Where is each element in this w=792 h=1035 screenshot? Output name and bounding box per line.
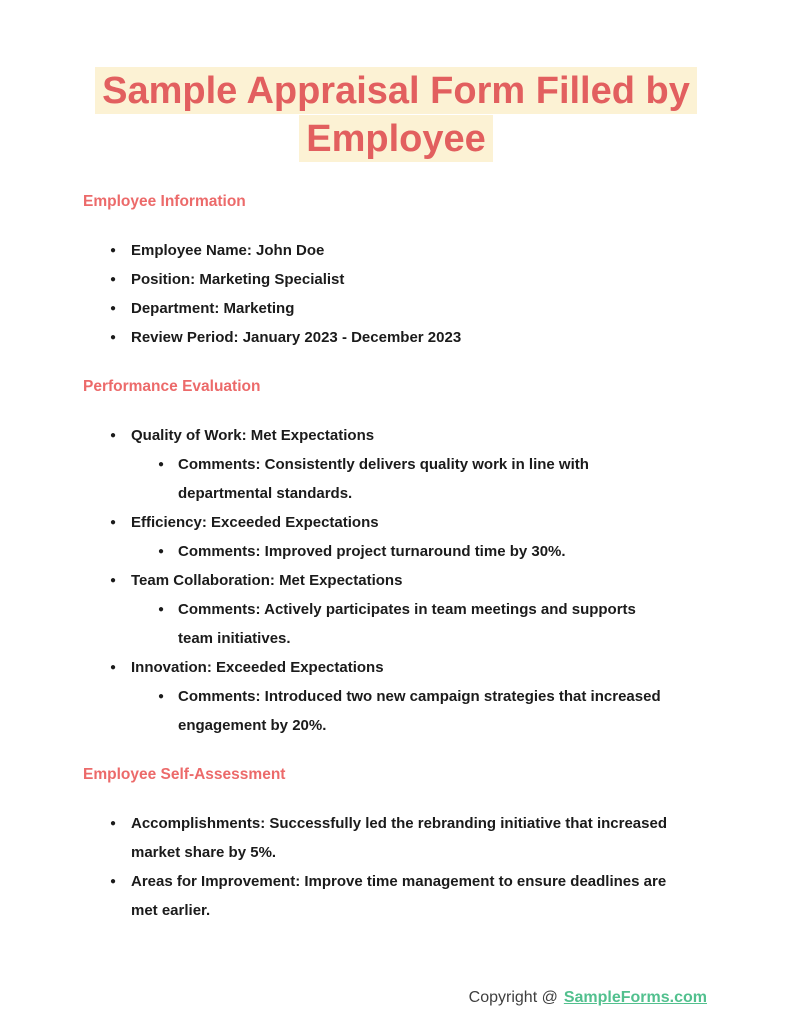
list-item — [83, 653, 709, 682]
section-heading: Performance Evaluation — [83, 378, 261, 395]
section-performance-evaluation — [83, 378, 709, 740]
list-item-text: Department: Marketing — [131, 300, 295, 317]
copyright-text: Copyright @ — [468, 989, 558, 1006]
page-title-line — [83, 115, 709, 163]
bullet-icon: ● — [158, 459, 165, 470]
page-title-line — [83, 67, 709, 115]
bullet-icon: ● — [110, 332, 117, 343]
list-item-text: engagement by 20%. — [178, 717, 327, 734]
list-item — [83, 508, 709, 537]
list-item-text: Quality of Work: Met Expectations — [131, 427, 375, 444]
bullet-icon: ● — [110, 430, 117, 441]
list-item-text: Team Collaboration: Met Expectations — [131, 572, 403, 589]
bullet-icon: ● — [158, 546, 165, 557]
list-item-text: Accomplishments: Successfully led the rebranding initiative that increased — [131, 815, 667, 832]
footer-link[interactable]: SampleForms.com — [563, 989, 707, 1006]
bullet-icon: ● — [110, 303, 117, 314]
list-item — [83, 421, 709, 450]
list-sub-item — [83, 537, 709, 566]
section-heading: Employee Information — [83, 193, 246, 210]
page-title — [83, 67, 709, 163]
bullet-icon: ● — [110, 818, 117, 829]
list-item — [83, 867, 709, 925]
list-item — [83, 566, 709, 595]
list-item — [83, 265, 709, 294]
section-employee-information — [83, 193, 709, 352]
section-heading: Employee Self-Assessment — [83, 766, 286, 783]
bullet-icon: ● — [110, 245, 117, 256]
bullet-icon: ● — [158, 604, 165, 615]
bullet-icon: ● — [110, 662, 117, 673]
list-item-text: team initiatives. — [178, 630, 291, 647]
section-employee-self-assessment — [83, 766, 709, 925]
list-item — [83, 323, 709, 352]
list-item-text: Employee Name: John Doe — [131, 242, 325, 259]
page-title-text: Employee — [299, 115, 493, 162]
bullet-icon: ● — [158, 691, 165, 702]
bullet-list — [83, 809, 709, 925]
list-item-text: Position: Marketing Specialist — [131, 271, 345, 288]
list-item — [83, 809, 709, 867]
bullet-icon: ● — [110, 274, 117, 285]
list-sub-item — [83, 682, 709, 740]
list-item-text: met earlier. — [131, 902, 211, 919]
bullet-icon: ● — [110, 575, 117, 586]
list-item-text: Innovation: Exceeded Expectations — [131, 659, 384, 676]
bullet-icon: ● — [110, 517, 117, 528]
list-item-text: Comments: Actively participates in team meetings and supports — [178, 601, 636, 618]
list-item-text: departmental standards. — [178, 485, 353, 502]
list-item-text: Review Period: January 2023 - December 2023 — [131, 329, 462, 346]
page-title-text: Sample Appraisal Form Filled by — [95, 67, 697, 114]
footer — [469, 988, 707, 1008]
list-item — [83, 236, 709, 265]
list-item-text: Comments: Introduced two new campaign strategies that increased — [178, 688, 661, 705]
bullet-list — [83, 421, 709, 740]
list-item-text: Areas for Improvement: Improve time management to ensure deadlines are — [131, 873, 667, 890]
list-sub-item — [83, 450, 709, 508]
list-item — [83, 294, 709, 323]
list-sub-item — [83, 595, 709, 653]
list-item-text: market share by 5%. — [131, 844, 277, 861]
bullet-list — [83, 236, 709, 352]
list-item-text: Comments: Consistently delivers quality work in line with — [178, 456, 589, 473]
bullet-icon: ● — [110, 876, 117, 887]
list-item-text: Efficiency: Exceeded Expectations — [131, 514, 379, 531]
list-item-text: Comments: Improved project turnaround time by 30%. — [178, 543, 566, 560]
